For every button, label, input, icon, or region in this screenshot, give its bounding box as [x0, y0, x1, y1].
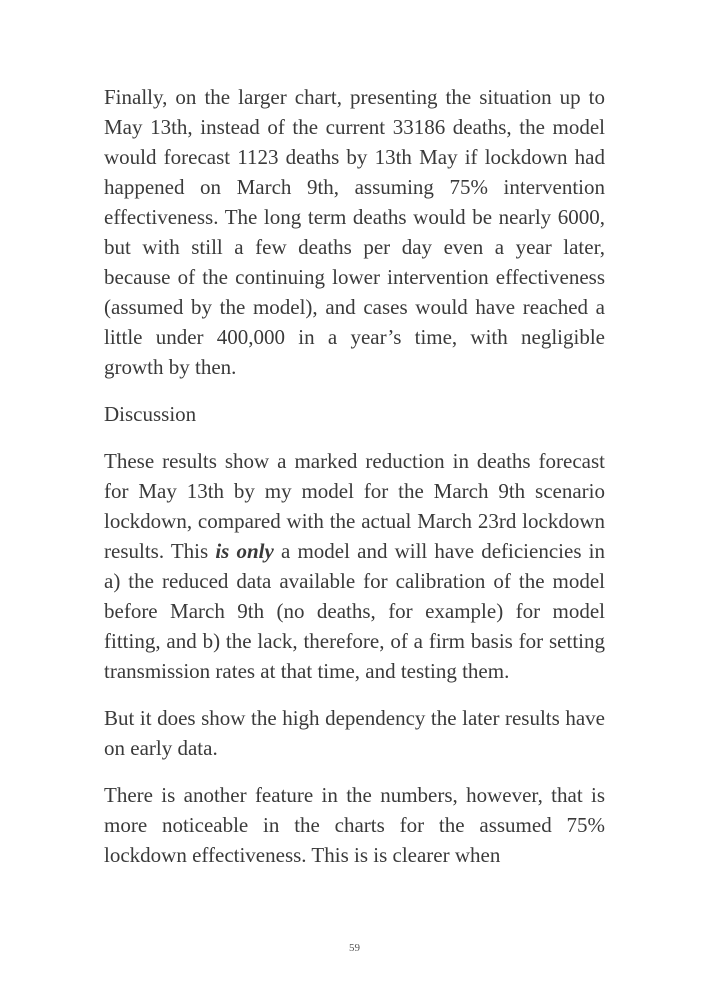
- paragraph-dependency: But it does show the high dependency the later results have on early data.: [104, 706, 605, 760]
- paragraph-results-text-start: These results show a marked reduction in deaths forecast for May 13th by my model for the March 9th scenario lockdown, compared with the actual March 23rd lockdown results. This: [104, 449, 605, 563]
- emphasis-is-only: is only: [215, 539, 274, 563]
- body-text: [104, 82, 605, 887]
- page-number: 59: [349, 942, 360, 954]
- paragraph-results-text-end: a model and will have deficiencies in a) the reduced data available for calibration of the model before March 9th (no deaths, for example) for model fitting, and b) the lack, therefore, of a firm basis for setting transmission rates at that time, and testing them.: [104, 539, 605, 683]
- section-heading-discussion: Discussion: [104, 402, 197, 426]
- paragraph-results: [104, 446, 605, 686]
- paragraph-model-forecast: Finally, on the larger chart, presenting the situation up to May 13th, instead of the current 33186 deaths, the model would forecast 1123 deaths by 13th May if lockdown had happened on March 9th, assuming 75% intervention effectiveness. The long term deaths would be nearly 6000, but with still a few deaths per day even a year later, because of the continuing lower intervention effectiveness (assumed by the model), and cases would have reached a little under 400,000 in a year’s time, with negligible growth by then.: [104, 85, 605, 379]
- paragraph-another-feature: There is another feature in the numbers, however, that is more noticeable in the charts for the assumed 75% lockdown effectiveness. This is is clearer when: [104, 783, 605, 867]
